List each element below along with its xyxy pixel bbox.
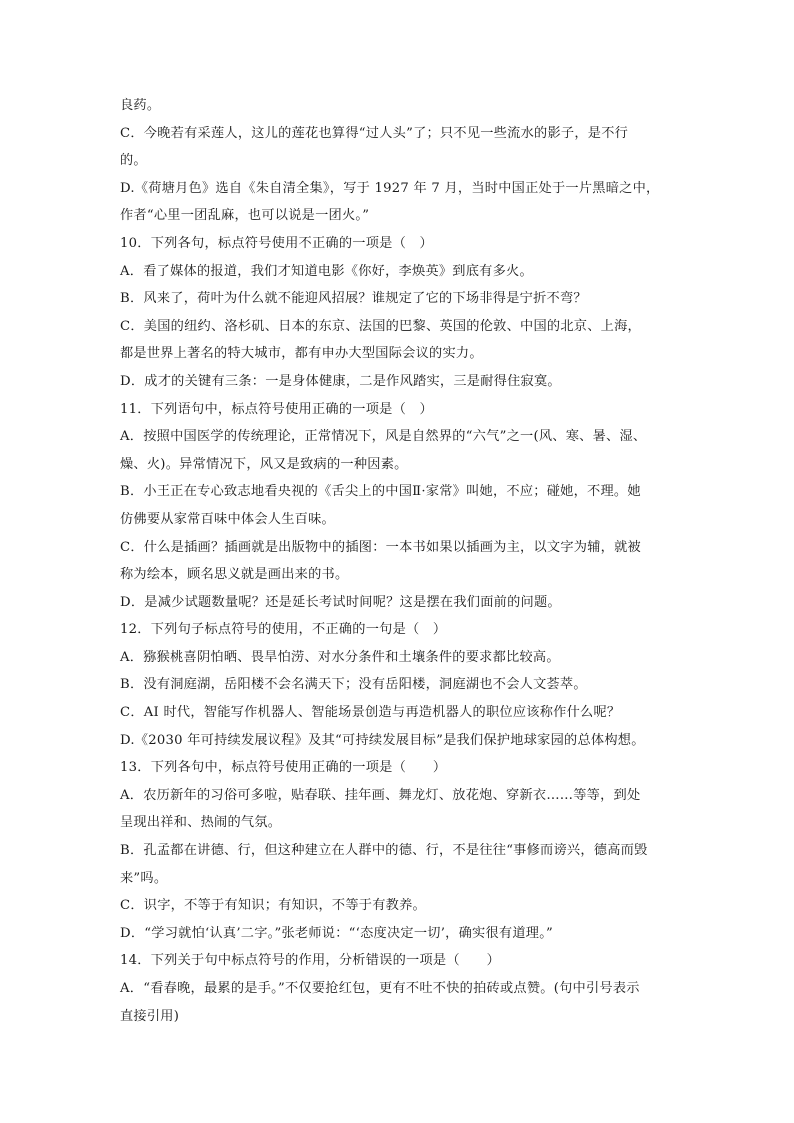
question-14-stem: 14．下列关于句中标点符号的作用，分析错误的一项是（ ） [120, 953, 501, 969]
text-line: B．没有洞庭湖，岳阳楼不会名满天下；没有岳阳楼，洞庭湖也不会人文荟萃。 [120, 677, 587, 693]
text-line: C．识字，不等于有知识；有知识，不等于有教养。 [120, 898, 426, 914]
text-line: 直接引用) [120, 1008, 180, 1024]
text-line: 良药。 [120, 98, 161, 113]
text-line: A．看了媒体的报道，我们才知道电影《你好，李焕英》到底有多火。 [120, 263, 533, 279]
text-line: 呈现出祥和、热闹的气氛。 [120, 815, 282, 831]
text-line: B．小王正在专心致志地看央视的《舌尖上的中国Ⅱ·家常》叫她，不应；碰她，不理。她 [120, 484, 641, 500]
text-line: A．按照中国医学的传统理论，正常情况下，风是自然界的“六气”之一(风、寒、暑、湿、 [120, 429, 647, 445]
question-13-stem: 13．下列各句中，标点符号使用正确的一项是（ ） [120, 760, 447, 776]
text-line: 作者“心里一团乱麻，也可以说是一团火。” [120, 208, 370, 224]
text-line: A．“看春晚，最累的是手。”不仅要抢红包，更有不吐不快的拍砖或点赞。(句中引号表示 [120, 981, 640, 996]
text-line: C．今晚若有采莲人，这儿的莲花也算得“过人头”了；只不见一些流水的影子，是不行 [120, 125, 629, 141]
text-line: D．“学习就怕‘认真’二字。”张老师说：“‘态度决定一切’，确实很有道理。” [120, 925, 554, 941]
question-11-stem: 11．下列语句中，标点符号使用正确的一项是（ ） [120, 401, 433, 417]
text-line: C．什么是插画？插画就是出版物中的插图：一本书如果以插画为主，以文字为辅，就被 [120, 539, 641, 555]
question-12-stem: 12．下列句子标点符号的使用，不正确的一句是（ ） [120, 622, 447, 638]
text-line: B．风来了，荷叶为什么就不能迎风招展？谁规定了它的下场非得是宁折不弯？ [120, 291, 587, 307]
text-line: D．成才的关键有三条：一是身体健康，二是作风踏实，三是耐得住寂寞。 [120, 373, 561, 389]
document-page [120, 92, 680, 1030]
text-line: A．农历新年的习俗可多啦，贴春联、挂年画、舞龙灯、放花炮、穿新衣……等等，到处 [120, 787, 641, 803]
text-line: 都是世界上著名的特大城市，都有申办大型国际会议的实力。 [120, 346, 483, 362]
text-line: C．AI 时代，智能写作机器人、智能场景创造与再造机器人的职位应该称作什么呢？ [120, 705, 621, 721]
text-line: 称为绘本，顾名思义就是画出来的书。 [120, 567, 349, 583]
text-line: D.《荷塘月色》选自《朱自清全集》，写于 1927 年 7 月，当时中国正处于一片黑暗之中， [120, 180, 660, 196]
text-line: D．是减少试题数量呢？还是延长考试时间呢？这是摆在我们面前的问题。 [120, 594, 561, 610]
text-line: 仿佛要从家常百味中体会人生百味。 [120, 511, 335, 527]
text-line: 燥、火)。异常情况下，风又是致病的一种因素。 [120, 456, 408, 472]
text-line: 的。 [120, 153, 147, 169]
text-line: 来”吗。 [120, 870, 168, 886]
text-line: D.《2030 年可持续发展议程》及其“可持续发展目标”是我们保护地球家园的总体构想。 [120, 732, 645, 748]
text-line: A．猕猴桃喜阴怕晒、畏旱怕涝、对水分条件和土壤条件的要求都比较高。 [120, 649, 560, 665]
text-line: C．美国的纽约、洛杉矶、日本的东京、法国的巴黎、英国的伦敦、中国的北京、上海， [120, 318, 641, 334]
text-line: B．孔孟都在讲德、行，但这种建立在人群中的德、行，不是往往“事修而谤兴，德高而毁 [120, 843, 648, 859]
question-10-stem: 10．下列各句，标点符号使用不正确的一项是（ ） [120, 235, 433, 251]
